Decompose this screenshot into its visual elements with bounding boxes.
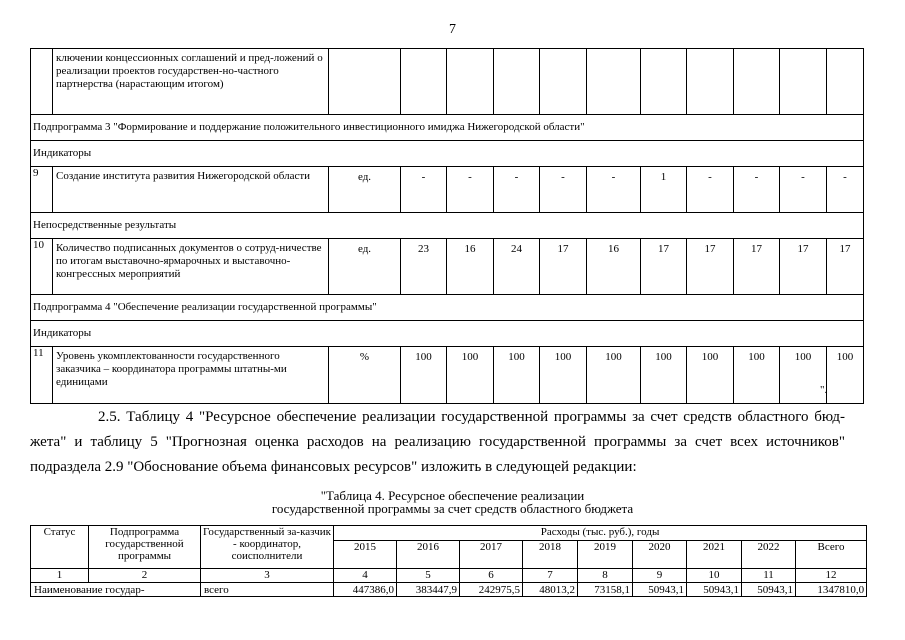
indicator-table [30, 48, 864, 404]
row-value: - [540, 167, 587, 213]
row-value: - [494, 167, 540, 213]
header-year: 2021 [687, 541, 742, 569]
page-number: 7 [449, 22, 456, 37]
caption-line: государственной программы за счет средств областного бюджета [271, 501, 634, 516]
header-year: 2018 [523, 541, 578, 569]
row-value: 100 [734, 347, 780, 404]
table-row [31, 239, 864, 295]
row-value: 100 [827, 347, 864, 404]
direct-results-label: Непосредственные результаты [31, 213, 864, 239]
paragraph-line: 2.5. Таблицу 4 "Ресурсное обеспечение реализации государственной программы за счет средств областного бюд- [98, 409, 845, 425]
table-row [31, 347, 864, 404]
amendment-paragraph [30, 405, 845, 480]
column-index: 8 [578, 569, 633, 583]
header-year: 2022 [742, 541, 796, 569]
table-row [31, 49, 864, 115]
row-value: - [827, 167, 864, 213]
expense-value: 50943,1 [742, 583, 796, 597]
table-row [31, 583, 867, 597]
expense-value: 242975,5 [460, 583, 523, 597]
row-value: 100 [641, 347, 687, 404]
table-header-row [31, 526, 867, 541]
row-description: Уровень укомплектованности государственного заказчика – координатора программы штатны-ми единицами [53, 347, 329, 404]
table-row [31, 213, 864, 239]
header-customer: Государственный за-казчик - координатор, соисполнители [201, 526, 334, 569]
header-year: 2015 [334, 541, 397, 569]
row-value: 23 [401, 239, 447, 295]
row-value: - [447, 167, 494, 213]
table-row [31, 295, 864, 321]
expense-value: 73158,1 [578, 583, 633, 597]
paragraph-line: жета" и таблицу 5 "Прогнозная оценка расходов на реализацию государственной программы за счет всех источников" [30, 434, 845, 450]
program-name: Наименование государ- [31, 583, 201, 597]
row-value: - [587, 167, 641, 213]
table-row [31, 115, 864, 141]
row-unit: % [329, 347, 401, 404]
row-value: 17 [827, 239, 864, 295]
caption-line: "Таблица 4. Ресурсное обеспечение реализации [320, 488, 585, 503]
expense-value: 50943,1 [633, 583, 687, 597]
row-value: 1 [641, 167, 687, 213]
header-expenses: Расходы (тыс. руб.), годы [334, 526, 867, 541]
budget-table [30, 525, 867, 597]
continuation-text: ключении концессионных соглашений и пред-ложений о реализации проектов государствен-но-частного партнерства (нарастающим итогом) [53, 49, 329, 115]
row-value: - [734, 167, 780, 213]
row-value: 17 [780, 239, 827, 295]
expense-value: 50943,1 [687, 583, 742, 597]
expense-value: 48013,2 [523, 583, 578, 597]
header-year: 2016 [397, 541, 460, 569]
row-value: 16 [587, 239, 641, 295]
row-value: 100 [447, 347, 494, 404]
header-year: 2017 [460, 541, 523, 569]
column-index: 12 [796, 569, 867, 583]
row-value: 17 [734, 239, 780, 295]
row-unit: ед. [329, 167, 401, 213]
column-index: 5 [397, 569, 460, 583]
row-description: Создание института развития Нижегородской области [53, 167, 329, 213]
column-index: 3 [201, 569, 334, 583]
column-index: 2 [89, 569, 201, 583]
table-caption [0, 489, 905, 515]
column-index: 9 [633, 569, 687, 583]
row-value: 100 [687, 347, 734, 404]
header-year: 2019 [578, 541, 633, 569]
expense-value: 447386,0 [334, 583, 397, 597]
row-unit: ед. [329, 239, 401, 295]
closing-quote: ". [820, 384, 828, 396]
row-value: 17 [641, 239, 687, 295]
table-row [31, 167, 864, 213]
header-status: Статус [31, 526, 89, 569]
column-index-row [31, 569, 867, 583]
column-index: 4 [334, 569, 397, 583]
row-value: 17 [687, 239, 734, 295]
header-subprogram: Подпрограмма государственной программы [89, 526, 201, 569]
expense-value: 383447,9 [397, 583, 460, 597]
row-value: 16 [447, 239, 494, 295]
row-value: 100 [401, 347, 447, 404]
row-value: 100 [587, 347, 641, 404]
subprogram-3-heading: Подпрограмма 3 "Формирование и поддержание положительного инвестиционного имиджа Нижегородской области" [31, 115, 864, 141]
customer-cell: всего [201, 583, 334, 597]
indicators-label: Индикаторы [31, 141, 864, 167]
row-value: 100 [780, 347, 827, 404]
row-value: 17 [540, 239, 587, 295]
row-number: 10 [31, 239, 53, 295]
row-number: 11 [31, 347, 53, 404]
row-value: 100 [494, 347, 540, 404]
table-row [31, 141, 864, 167]
column-index: 6 [460, 569, 523, 583]
column-index: 10 [687, 569, 742, 583]
expense-total: 1347810,0 [796, 583, 867, 597]
column-index: 11 [742, 569, 796, 583]
row-description: Количество подписанных документов о сотруд-ничестве по итогам выставочно-ярмарочных и выставочно-конгрессных мероприятий [53, 239, 329, 295]
header-year: 2020 [633, 541, 687, 569]
row-value: 24 [494, 239, 540, 295]
column-index: 7 [523, 569, 578, 583]
paragraph-line: подраздела 2.9 "Обоснование объема финансовых ресурсов" изложить в следующей редакции: [30, 459, 637, 475]
subprogram-4-heading: Подпрограмма 4 "Обеспечение реализации государственной программы" [31, 295, 864, 321]
row-value: - [780, 167, 827, 213]
row-number: 9 [31, 167, 53, 213]
indicators-label: Индикаторы [31, 321, 864, 347]
column-index: 1 [31, 569, 89, 583]
row-value: - [401, 167, 447, 213]
row-value: 100 [540, 347, 587, 404]
header-total: Всего [796, 541, 867, 569]
row-value: - [687, 167, 734, 213]
table-row [31, 321, 864, 347]
